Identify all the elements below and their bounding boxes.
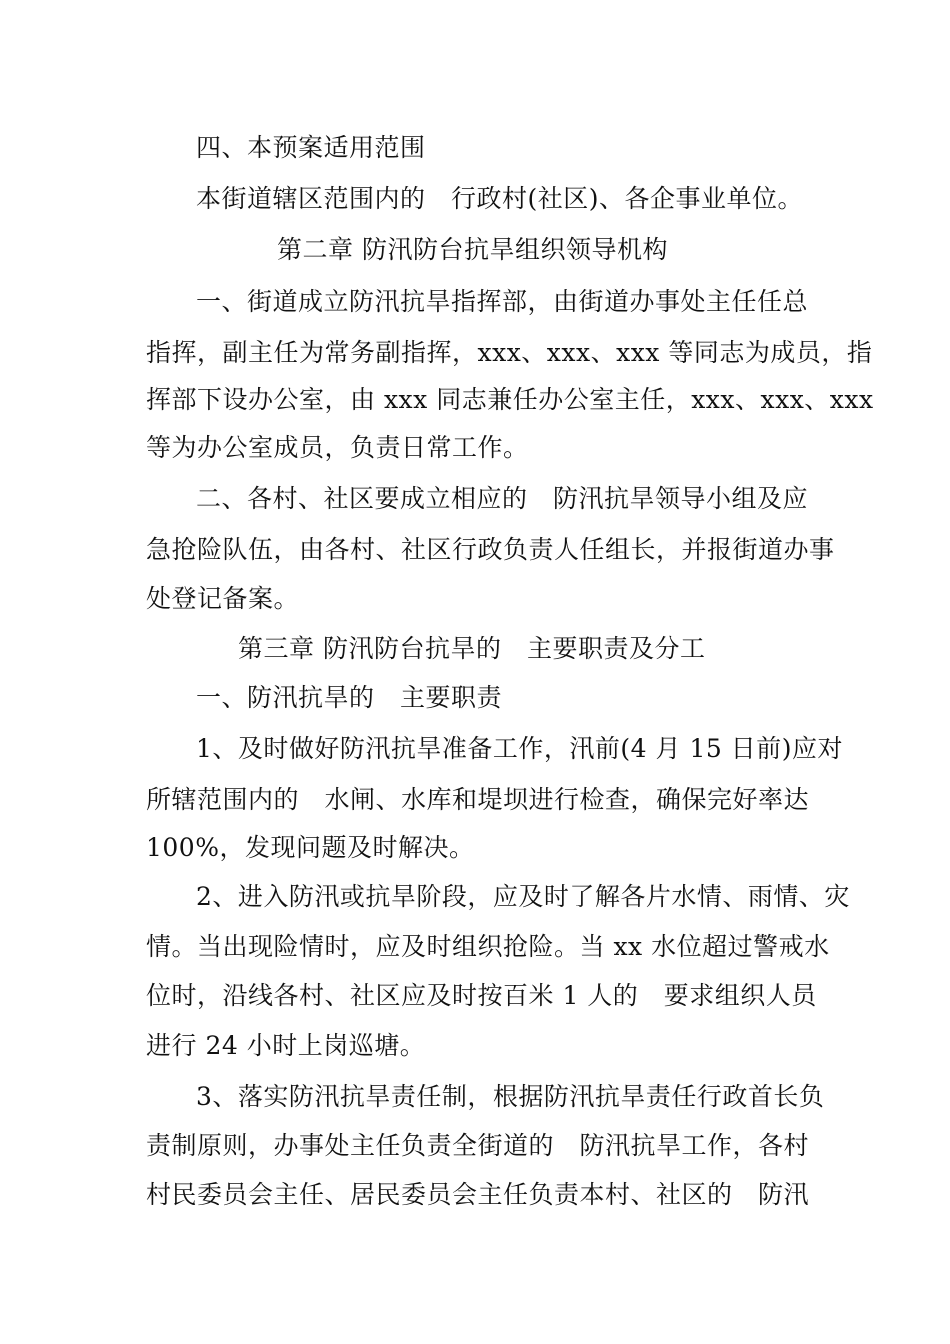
- paragraph-line: 位时，沿线各村、社区应及时按百米 1 人的 要求组织人员: [146, 981, 817, 1010]
- paragraph-line: 指挥，副主任为常务副指挥，xxx、xxx、xxx 等同志为成员，指: [146, 338, 873, 367]
- chapter-heading-three: 第三章 防汛防台抗旱的 主要职责及分工: [238, 634, 706, 663]
- paragraph-line: 进行 24 小时上岗巡塘。: [146, 1031, 426, 1060]
- paragraph-line: 情。当出现险情时，应及时组织抢险。当 xx 水位超过警戒水: [146, 932, 830, 961]
- paragraph-line: 本街道辖区范围内的 行政村(社区)、各企事业单位。: [196, 184, 804, 213]
- chapter-heading-two: 第二章 防汛防台抗旱组织领导机构: [277, 235, 668, 264]
- paragraph-line: 100%，发现问题及时解决。: [146, 833, 475, 862]
- paragraph-line: 2、进入防汛或抗旱阶段，应及时了解各片水情、雨情、灾: [196, 882, 850, 911]
- paragraph-line: 急抢险队伍，由各村、社区行政负责人任组长，并报街道办事: [146, 535, 835, 564]
- paragraph-line: 责制原则，办事处主任负责全街道的 防汛抗旱工作，各村: [146, 1131, 810, 1160]
- paragraph-line: 处登记备案。: [146, 584, 300, 613]
- paragraph-line: 二、各村、社区要成立相应的 防汛抗旱领导小组及应: [196, 484, 809, 513]
- section-heading-duties: 一、防汛抗旱的 主要职责: [196, 683, 503, 712]
- paragraph-line: 3、落实防汛抗旱责任制，根据防汛抗旱责任行政首长负: [196, 1082, 825, 1111]
- paragraph-line: 所辖范围内的 水闸、水库和堤坝进行检查，确保完好率达: [146, 785, 810, 814]
- paragraph-line: 一、街道成立防汛抗旱指挥部，由街道办事处主任任总: [196, 287, 809, 316]
- paragraph-line: 1、及时做好防汛抗旱准备工作，汛前(4 月 15 日前)应对: [196, 734, 843, 763]
- section-heading-scope: 四、本预案适用范围: [196, 133, 426, 162]
- paragraph-line: 挥部下设办公室，由 xxx 同志兼任办公室主任，xxx、xxx、xxx: [146, 385, 874, 414]
- paragraph-line: 村民委员会主任、居民委员会主任负责本村、社区的 防汛: [146, 1180, 810, 1209]
- paragraph-line: 等为办公室成员，负责日常工作。: [146, 433, 529, 462]
